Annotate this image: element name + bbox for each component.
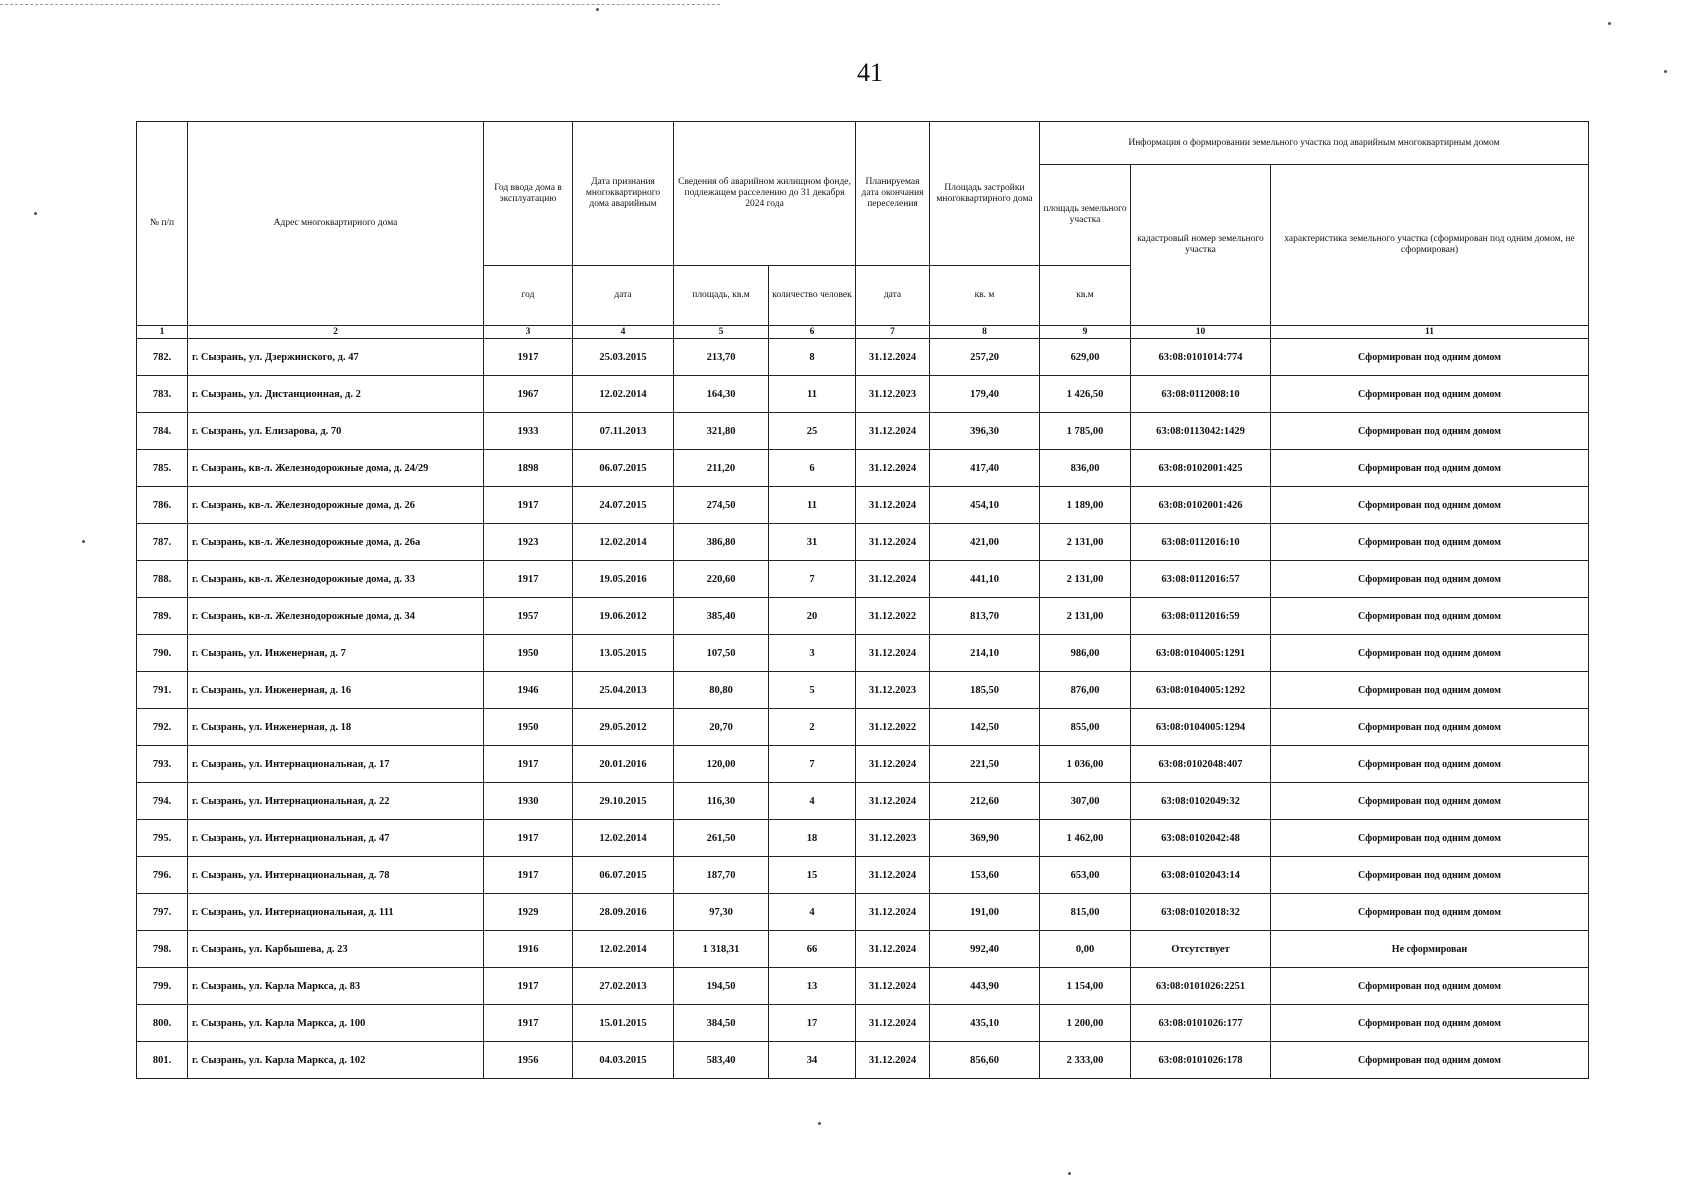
cell-land-area: 855,00 [1040,709,1131,746]
column-number: 6 [769,326,856,339]
cell-land-status: Сформирован под одним домом [1271,672,1589,709]
cell-area: 20,70 [674,709,769,746]
cell-people: 7 [769,746,856,783]
cell-land-status: Сформирован под одним домом [1271,746,1589,783]
scan-speck [1068,1172,1071,1175]
page-number: 41 [857,58,883,87]
cell-year: 1917 [484,820,573,857]
cell-emergency-date: 27.02.2013 [573,968,674,1005]
cell-cadastral-number: 63:08:0102049:32 [1131,783,1271,820]
cell-number: 782. [137,339,188,376]
cell-planned-date: 31.12.2024 [856,857,930,894]
cell-number: 787. [137,524,188,561]
cell-number: 788. [137,561,188,598]
cell-number: 798. [137,931,188,968]
cell-year: 1930 [484,783,573,820]
cell-address: г. Сызрань, кв-л. Железнодорожные дома, д. 26 [188,487,484,524]
cell-number: 790. [137,635,188,672]
cell-cadastral-number: 63:08:0112016:10 [1131,524,1271,561]
scan-speck [82,540,85,543]
cell-number: 785. [137,450,188,487]
cell-year: 1950 [484,709,573,746]
cell-people: 4 [769,783,856,820]
cell-planned-date: 31.12.2024 [856,746,930,783]
cell-land-status: Сформирован под одним домом [1271,376,1589,413]
cell-year: 1950 [484,635,573,672]
cell-land-area: 0,00 [1040,931,1131,968]
cell-address: г. Сызрань, кв-л. Железнодорожные дома, д. 24/29 [188,450,484,487]
cell-planned-date: 31.12.2024 [856,561,930,598]
cell-emergency-date: 06.07.2015 [573,450,674,487]
table-row [137,1005,1589,1042]
cell-cadastral-number: 63:08:0112008:10 [1131,376,1271,413]
cell-land-status: Сформирован под одним домом [1271,635,1589,672]
cell-land-status: Сформирован под одним домом [1271,339,1589,376]
unit-year: год [484,266,573,326]
cell-land-status: Сформирован под одним домом [1271,524,1589,561]
cell-area: 80,80 [674,672,769,709]
cell-land-area: 1 200,00 [1040,1005,1131,1042]
emergency-housing-table [136,121,1589,1079]
cell-emergency-date: 12.02.2014 [573,820,674,857]
cell-address: г. Сызрань, ул. Дзержинского, д. 47 [188,339,484,376]
cell-year: 1923 [484,524,573,561]
column-number: 3 [484,326,573,339]
cell-people: 15 [769,857,856,894]
cell-land-status: Сформирован под одним домом [1271,709,1589,746]
unit-land-area: кв.м [1040,266,1131,326]
cell-area: 164,30 [674,376,769,413]
cell-people: 34 [769,1042,856,1079]
header-cadastral: кадастровый номер земельного участка [1131,165,1271,326]
cell-building-area: 153,60 [930,857,1040,894]
cell-land-status: Сформирован под одним домом [1271,1005,1589,1042]
cell-number: 784. [137,413,188,450]
cell-planned-date: 31.12.2024 [856,487,930,524]
cell-people: 11 [769,487,856,524]
scan-edge-line [0,4,720,5]
table-row [137,820,1589,857]
cell-people: 17 [769,1005,856,1042]
cell-number: 783. [137,376,188,413]
unit-building-area: кв. м [930,266,1040,326]
cell-area: 1 318,31 [674,931,769,968]
header-planned-date: Планируемая дата окончания переселения [856,122,930,266]
cell-cadastral-number: 63:08:0113042:1429 [1131,413,1271,450]
cell-people: 2 [769,709,856,746]
table-row [137,894,1589,931]
cell-cadastral-number: 63:08:0112016:57 [1131,561,1271,598]
cell-year: 1917 [484,339,573,376]
cell-number: 799. [137,968,188,1005]
cell-cadastral-number: 63:08:0102018:32 [1131,894,1271,931]
cell-land-status: Сформирован под одним домом [1271,450,1589,487]
cell-area: 274,50 [674,487,769,524]
cell-people: 6 [769,450,856,487]
cell-number: 791. [137,672,188,709]
cell-planned-date: 31.12.2023 [856,376,930,413]
unit-area: площадь, кв.м [674,266,769,326]
cell-year: 1946 [484,672,573,709]
cell-area: 116,30 [674,783,769,820]
cell-land-area: 1 036,00 [1040,746,1131,783]
cell-people: 3 [769,635,856,672]
cell-number: 786. [137,487,188,524]
cell-emergency-date: 19.06.2012 [573,598,674,635]
cell-emergency-date: 12.02.2014 [573,931,674,968]
table-row [137,1042,1589,1079]
table-row [137,561,1589,598]
cell-land-area: 836,00 [1040,450,1131,487]
header-date-emergency: Дата признания многоквартирного дома аварийным [573,122,674,266]
cell-cadastral-number: 63:08:0104005:1292 [1131,672,1271,709]
cell-cadastral-number: 63:08:0102043:14 [1131,857,1271,894]
cell-building-area: 441,10 [930,561,1040,598]
column-number: 7 [856,326,930,339]
header-land-area: площадь земельного участка [1040,165,1131,266]
scan-speck [596,8,599,11]
cell-address: г. Сызрань, ул. Интернациональная, д. 47 [188,820,484,857]
cell-number: 797. [137,894,188,931]
cell-year: 1917 [484,857,573,894]
cell-planned-date: 31.12.2024 [856,1042,930,1079]
cell-year: 1917 [484,1005,573,1042]
cell-building-area: 443,90 [930,968,1040,1005]
unit-date: дата [573,266,674,326]
cell-building-area: 214,10 [930,635,1040,672]
scan-speck [1608,22,1611,25]
cell-land-area: 815,00 [1040,894,1131,931]
cell-planned-date: 31.12.2024 [856,968,930,1005]
cell-people: 20 [769,598,856,635]
cell-land-status: Сформирован под одним домом [1271,968,1589,1005]
cell-year: 1917 [484,968,573,1005]
cell-address: г. Сызрань, ул. Инженерная, д. 7 [188,635,484,672]
cell-number: 796. [137,857,188,894]
table-row [137,339,1589,376]
cell-land-status: Сформирован под одним домом [1271,857,1589,894]
column-number: 9 [1040,326,1131,339]
cell-year: 1916 [484,931,573,968]
column-number: 2 [188,326,484,339]
cell-people: 5 [769,672,856,709]
cell-year: 1967 [484,376,573,413]
cell-building-area: 179,40 [930,376,1040,413]
cell-area: 120,00 [674,746,769,783]
header-land-characteristic: характеристика земельного участка (сформирован под одним домом, не сформирован) [1271,165,1589,326]
cell-year: 1917 [484,487,573,524]
cell-cadastral-number: 63:08:0101026:2251 [1131,968,1271,1005]
cell-area: 211,20 [674,450,769,487]
cell-address: г. Сызрань, ул. Дистанционная, д. 2 [188,376,484,413]
cell-land-status: Сформирован под одним домом [1271,1042,1589,1079]
cell-land-status: Сформирован под одним домом [1271,820,1589,857]
cell-building-area: 992,40 [930,931,1040,968]
cell-cadastral-number: 63:08:0102042:48 [1131,820,1271,857]
cell-land-status: Сформирован под одним домом [1271,487,1589,524]
cell-planned-date: 31.12.2024 [856,931,930,968]
cell-emergency-date: 25.04.2013 [573,672,674,709]
cell-land-area: 2 131,00 [1040,598,1131,635]
cell-land-status: Не сформирован [1271,931,1589,968]
cell-address: г. Сызрань, ул. Карла Маркса, д. 102 [188,1042,484,1079]
cell-land-area: 1 189,00 [1040,487,1131,524]
cell-building-area: 257,20 [930,339,1040,376]
cell-year: 1933 [484,413,573,450]
table-row [137,635,1589,672]
cell-cadastral-number: 63:08:0102001:426 [1131,487,1271,524]
cell-area: 261,50 [674,820,769,857]
cell-year: 1957 [484,598,573,635]
cell-land-status: Сформирован под одним домом [1271,783,1589,820]
cell-land-area: 653,00 [1040,857,1131,894]
cell-address: г. Сызрань, ул. Елизарова, д. 70 [188,413,484,450]
cell-emergency-date: 12.02.2014 [573,524,674,561]
cell-address: г. Сызрань, ул. Карбышева, д. 23 [188,931,484,968]
header-year-commission: Год ввода дома в эксплуатацию [484,122,573,266]
cell-area: 107,50 [674,635,769,672]
cell-area: 97,30 [674,894,769,931]
header-fund-info: Сведения об аварийном жилищном фонде, подлежащем расселению до 31 декабря 2024 года [674,122,856,266]
cell-land-area: 307,00 [1040,783,1131,820]
cell-building-area: 435,10 [930,1005,1040,1042]
table-row [137,968,1589,1005]
cell-cadastral-number: 63:08:0112016:59 [1131,598,1271,635]
cell-building-area: 421,00 [930,524,1040,561]
cell-people: 25 [769,413,856,450]
cell-land-area: 2 131,00 [1040,524,1131,561]
cell-address: г. Сызрань, ул. Карла Маркса, д. 100 [188,1005,484,1042]
header-building-area: Площадь застройки многоквартирного дома [930,122,1040,266]
cell-address: г. Сызрань, ул. Карла Маркса, д. 83 [188,968,484,1005]
header-num: № п/п [137,122,188,326]
cell-emergency-date: 12.02.2014 [573,376,674,413]
cell-planned-date: 31.12.2022 [856,598,930,635]
header-land-info: Информация о формировании земельного участка под аварийным многоквартирным домом [1040,122,1589,165]
cell-area: 386,80 [674,524,769,561]
cell-number: 801. [137,1042,188,1079]
table-row [137,746,1589,783]
cell-planned-date: 31.12.2024 [856,339,930,376]
cell-building-area: 417,40 [930,450,1040,487]
cell-year: 1956 [484,1042,573,1079]
scan-speck [818,1122,821,1125]
header-address: Адрес многоквартирного дома [188,122,484,326]
cell-number: 794. [137,783,188,820]
cell-area: 187,70 [674,857,769,894]
cell-building-area: 856,60 [930,1042,1040,1079]
cell-area: 321,80 [674,413,769,450]
cell-cadastral-number: 63:08:0102001:425 [1131,450,1271,487]
cell-building-area: 212,60 [930,783,1040,820]
cell-cadastral-number: Отсутствует [1131,931,1271,968]
cell-address: г. Сызрань, ул. Интернациональная, д. 22 [188,783,484,820]
cell-address: г. Сызрань, кв-л. Железнодорожные дома, д. 26а [188,524,484,561]
cell-land-area: 2 131,00 [1040,561,1131,598]
cell-area: 385,40 [674,598,769,635]
table-row [137,487,1589,524]
cell-address: г. Сызрань, ул. Инженерная, д. 18 [188,709,484,746]
cell-people: 66 [769,931,856,968]
table-body [137,339,1589,1079]
cell-number: 800. [137,1005,188,1042]
cell-cadastral-number: 63:08:0102048:407 [1131,746,1271,783]
cell-planned-date: 31.12.2024 [856,524,930,561]
table-row [137,376,1589,413]
cell-land-area: 1 154,00 [1040,968,1131,1005]
cell-planned-date: 31.12.2024 [856,450,930,487]
cell-area: 213,70 [674,339,769,376]
cell-planned-date: 31.12.2023 [856,672,930,709]
column-number: 10 [1131,326,1271,339]
cell-number: 795. [137,820,188,857]
cell-year: 1917 [484,746,573,783]
cell-number: 793. [137,746,188,783]
cell-planned-date: 31.12.2023 [856,820,930,857]
cell-land-area: 1 462,00 [1040,820,1131,857]
cell-area: 384,50 [674,1005,769,1042]
cell-emergency-date: 04.03.2015 [573,1042,674,1079]
cell-emergency-date: 06.07.2015 [573,857,674,894]
cell-area: 220,60 [674,561,769,598]
table-row [137,524,1589,561]
cell-area: 583,40 [674,1042,769,1079]
cell-year: 1898 [484,450,573,487]
cell-building-area: 396,30 [930,413,1040,450]
table-row [137,709,1589,746]
cell-address: г. Сызрань, кв-л. Железнодорожные дома, д. 34 [188,598,484,635]
cell-land-status: Сформирован под одним домом [1271,894,1589,931]
cell-building-area: 221,50 [930,746,1040,783]
cell-emergency-date: 28.09.2016 [573,894,674,931]
cell-people: 11 [769,376,856,413]
cell-number: 792. [137,709,188,746]
column-number: 11 [1271,326,1589,339]
cell-people: 8 [769,339,856,376]
cell-year: 1917 [484,561,573,598]
table-row [137,450,1589,487]
cell-land-area: 629,00 [1040,339,1131,376]
cell-address: г. Сызрань, ул. Инженерная, д. 16 [188,672,484,709]
cell-land-area: 876,00 [1040,672,1131,709]
cell-planned-date: 31.12.2024 [856,413,930,450]
cell-building-area: 185,50 [930,672,1040,709]
scan-speck [34,212,37,215]
cell-emergency-date: 25.03.2015 [573,339,674,376]
cell-land-area: 1 785,00 [1040,413,1131,450]
table-row [137,672,1589,709]
cell-emergency-date: 15.01.2015 [573,1005,674,1042]
cell-number: 789. [137,598,188,635]
cell-planned-date: 31.12.2024 [856,783,930,820]
cell-cadastral-number: 63:08:0101026:178 [1131,1042,1271,1079]
cell-address: г. Сызрань, ул. Интернациональная, д. 78 [188,857,484,894]
cell-planned-date: 31.12.2024 [856,635,930,672]
cell-land-status: Сформирован под одним домом [1271,413,1589,450]
cell-emergency-date: 07.11.2013 [573,413,674,450]
cell-land-area: 1 426,50 [1040,376,1131,413]
table-row [137,598,1589,635]
cell-land-area: 986,00 [1040,635,1131,672]
cell-planned-date: 31.12.2024 [856,894,930,931]
table-row [137,857,1589,894]
cell-address: г. Сызрань, кв-л. Железнодорожные дома, д. 33 [188,561,484,598]
column-number: 8 [930,326,1040,339]
cell-cadastral-number: 63:08:0104005:1291 [1131,635,1271,672]
column-number: 1 [137,326,188,339]
cell-emergency-date: 19.05.2016 [573,561,674,598]
cell-planned-date: 31.12.2024 [856,1005,930,1042]
table-row [137,931,1589,968]
cell-year: 1929 [484,894,573,931]
cell-people: 13 [769,968,856,1005]
cell-land-status: Сформирован под одним домом [1271,598,1589,635]
unit-people: количество человек [769,266,856,326]
cell-cadastral-number: 63:08:0101026:177 [1131,1005,1271,1042]
cell-address: г. Сызрань, ул. Интернациональная, д. 17 [188,746,484,783]
cell-building-area: 369,90 [930,820,1040,857]
table-row [137,413,1589,450]
cell-planned-date: 31.12.2022 [856,709,930,746]
column-number: 4 [573,326,674,339]
cell-emergency-date: 20.01.2016 [573,746,674,783]
cell-cadastral-number: 63:08:0104005:1294 [1131,709,1271,746]
cell-building-area: 191,00 [930,894,1040,931]
cell-cadastral-number: 63:08:0101014:774 [1131,339,1271,376]
cell-people: 4 [769,894,856,931]
cell-emergency-date: 29.05.2012 [573,709,674,746]
unit-planned-date: дата [856,266,930,326]
cell-building-area: 454,10 [930,487,1040,524]
cell-people: 7 [769,561,856,598]
column-number: 5 [674,326,769,339]
cell-land-status: Сформирован под одним домом [1271,561,1589,598]
cell-emergency-date: 24.07.2015 [573,487,674,524]
cell-emergency-date: 29.10.2015 [573,783,674,820]
cell-building-area: 142,50 [930,709,1040,746]
cell-address: г. Сызрань, ул. Интернациональная, д. 111 [188,894,484,931]
cell-people: 31 [769,524,856,561]
table-row [137,783,1589,820]
cell-building-area: 813,70 [930,598,1040,635]
cell-land-area: 2 333,00 [1040,1042,1131,1079]
cell-area: 194,50 [674,968,769,1005]
cell-people: 18 [769,820,856,857]
cell-emergency-date: 13.05.2015 [573,635,674,672]
